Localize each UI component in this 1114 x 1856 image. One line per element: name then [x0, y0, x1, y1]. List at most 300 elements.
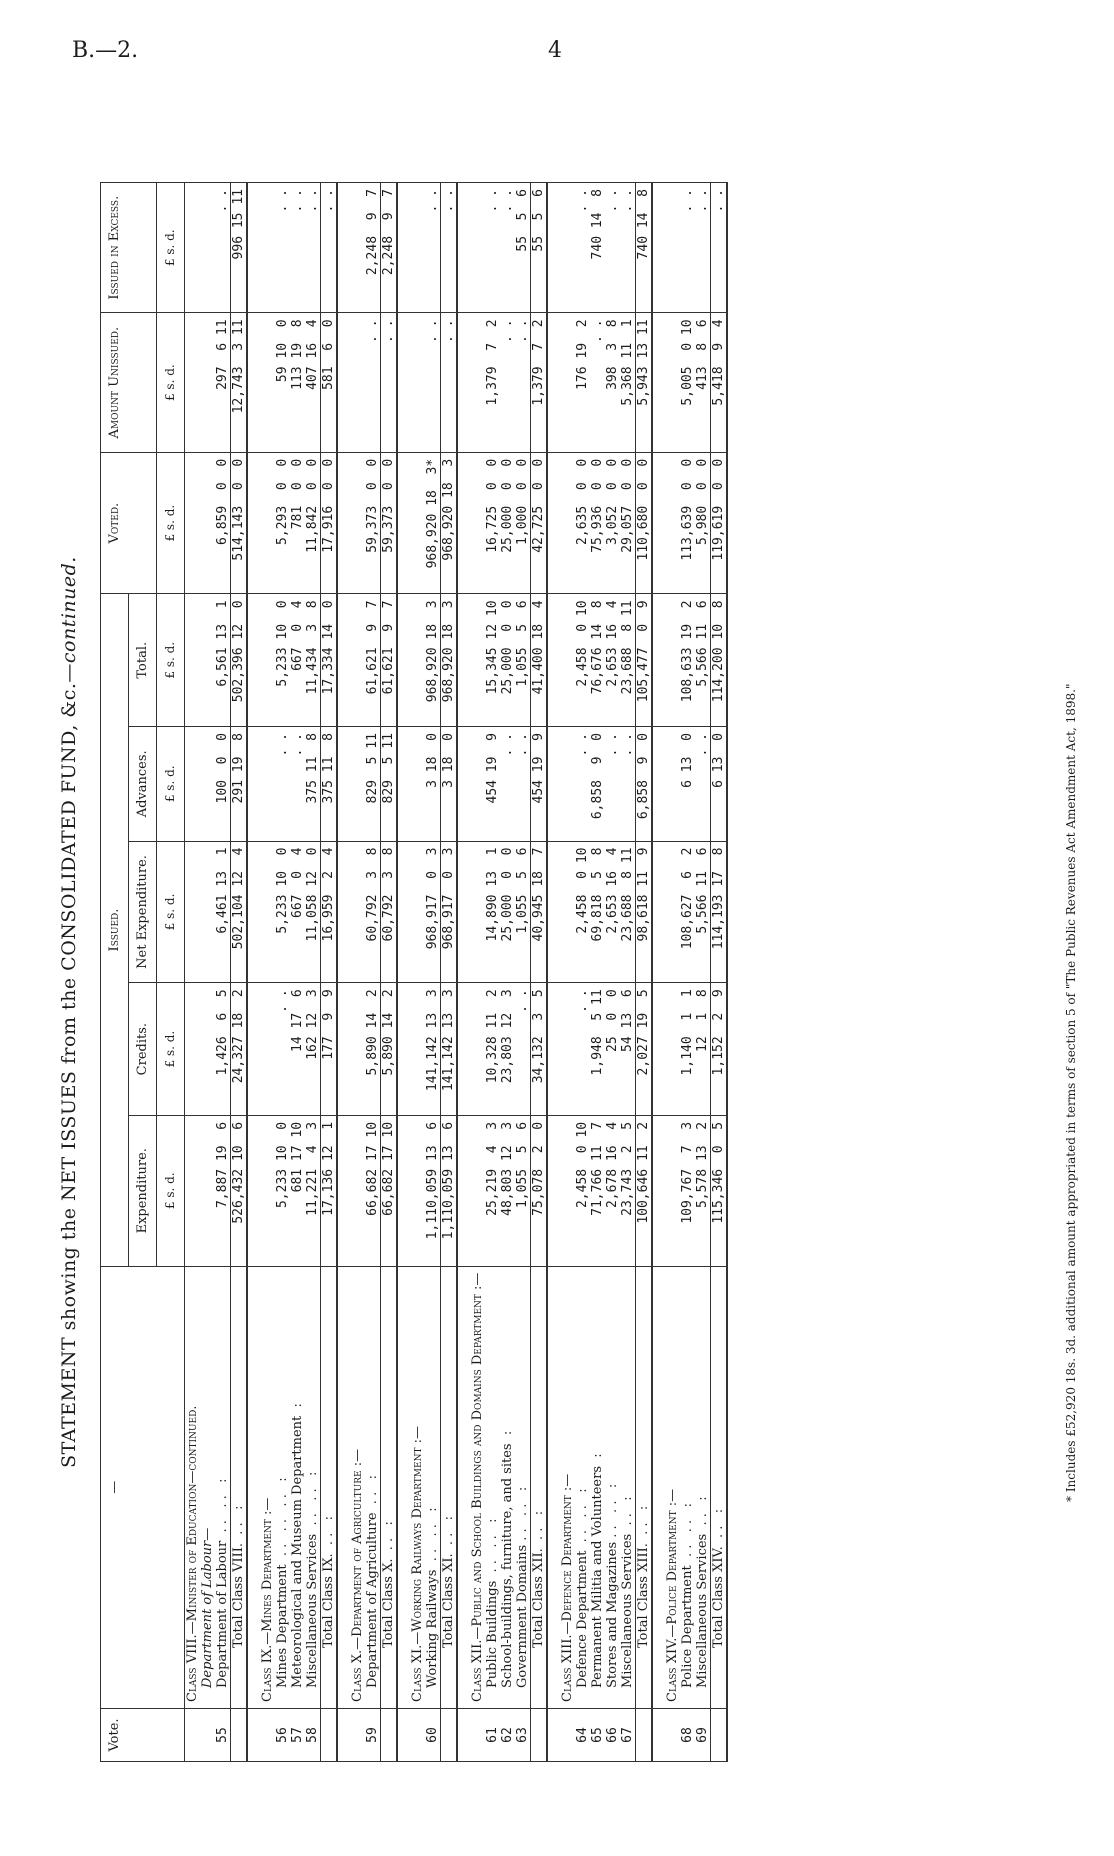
vote-number: 58: [305, 1709, 321, 1762]
issued-in-excess-cell: [185, 183, 201, 313]
advances-cell: [350, 727, 365, 841]
issued-in-excess-cell: . .: [305, 183, 321, 313]
row-description: Class X.—Department of Agriculture :—: [350, 1266, 365, 1708]
row-description: Department of Agriculture . . :: [365, 1266, 381, 1708]
issued-in-excess-cell: . .: [620, 183, 636, 313]
row-description: Department of Labour—: [200, 1266, 215, 1708]
issued-in-excess-cell: [665, 183, 680, 313]
advances-cell: 6,858 9 0: [590, 727, 605, 841]
issued-in-excess-cell: 2,248 9 7: [381, 183, 398, 313]
net-expenditure-cell: 60,792 3 8: [365, 841, 381, 983]
vote-number: [321, 1709, 338, 1762]
total-cell: [200, 594, 215, 727]
total-cell: 11,434 3 8: [305, 594, 321, 727]
spacer-row: [247, 183, 260, 1762]
issued-in-excess-cell: . .: [695, 183, 711, 313]
voted-cell: [560, 452, 575, 594]
credits-cell: 34,132 3 5: [531, 983, 548, 1116]
table-row: [620, 183, 636, 1762]
vote-number: 60: [425, 1709, 441, 1762]
table-row: [695, 183, 711, 1762]
amount-unissued-cell: [560, 313, 575, 452]
amount-unissued-cell: 5,418 9 4: [711, 313, 728, 452]
advances-cell: 375 11 8: [321, 727, 338, 841]
issued-in-excess-cell: . .: [275, 183, 290, 313]
advances-cell: . .: [500, 727, 515, 841]
advances-cell: 3 18 0: [425, 727, 441, 841]
issued-in-excess-cell: 2,248 9 7: [365, 183, 381, 313]
credits-cell: [260, 983, 275, 1116]
amount-unissued-cell: 113 19 8: [290, 313, 305, 452]
issued-in-excess-cell: 740 14 8: [636, 183, 653, 313]
expenditure-cell: [185, 1115, 201, 1266]
net-expenditure-cell: [410, 841, 425, 983]
net-expenditure-cell: [665, 841, 680, 983]
advances-cell: . .: [575, 727, 590, 841]
credits-cell: 5,890 14 2: [365, 983, 381, 1116]
total-row: [636, 183, 653, 1762]
advances-cell: 829 5 11: [381, 727, 398, 841]
voted-cell: 29,057 0 0: [620, 452, 636, 594]
amount-unissued-cell: 12,743 3 11: [231, 313, 248, 452]
amount-unissued-cell: [665, 313, 680, 452]
net-expenditure-cell: [200, 841, 215, 983]
vote-number: [231, 1709, 248, 1762]
credits-cell: 1,426 6 5: [215, 983, 231, 1116]
total-cell: 6,561 13 1: [215, 594, 231, 727]
total-cell: [410, 594, 425, 727]
total-cell: 968,920 18 3: [441, 594, 458, 727]
table-row: [275, 183, 290, 1762]
credits-cell: 1,140 1 1: [680, 983, 695, 1116]
statement-title: [58, 262, 80, 1762]
expenditure-cell: 1,110,059 13 6: [441, 1115, 458, 1266]
voted-cell: 5,980 0 0: [695, 452, 711, 594]
credits-cell: 5,890 14 2: [381, 983, 398, 1116]
table-row: [590, 183, 605, 1762]
class-heading-row: [260, 183, 275, 1762]
row-description: Class VIII.—Minister of Education—continued.: [185, 1266, 201, 1708]
amount-unissued-cell: . .: [425, 313, 441, 452]
voted-cell: [410, 452, 425, 594]
credits-cell: 177 9 9: [321, 983, 338, 1116]
total-cell: 2,458 0 10: [575, 594, 590, 727]
credits-cell: [470, 983, 485, 1116]
amount-unissued-cell: [470, 313, 485, 452]
amount-unissued-cell: . .: [590, 313, 605, 452]
credits-cell: 12 1 8: [695, 983, 711, 1116]
vote-number: [441, 1709, 458, 1762]
vote-number: 68: [680, 1709, 695, 1762]
net-expenditure-cell: [260, 841, 275, 983]
vote-number: 59: [365, 1709, 381, 1762]
expenditure-cell: 66,682 17 10: [381, 1115, 398, 1266]
statement-title-text: STATEMENT showing the NET ISSUES from the CONSOLIDATED FUND, &c.—: [58, 663, 80, 1468]
credits-cell: 141,142 13 3: [441, 983, 458, 1116]
credits-cell: 14 17 6: [290, 983, 305, 1116]
class-heading-row: [410, 183, 425, 1762]
credits-cell: [350, 983, 365, 1116]
unit-label: £ s. d.: [157, 183, 185, 313]
advances-cell: [560, 727, 575, 841]
expenditure-cell: 526,432 10 6: [231, 1115, 248, 1266]
amount-unissued-cell: 581 6 0: [321, 313, 338, 452]
amount-unissued-cell: [260, 313, 275, 452]
amount-unissued-cell: [200, 313, 215, 452]
voted-cell: 16,725 0 0: [485, 452, 500, 594]
credits-cell: [200, 983, 215, 1116]
advances-cell: 6,858 9 0: [636, 727, 653, 841]
credits-cell: 1,948 5 11: [590, 983, 605, 1116]
class-heading-row: [470, 183, 485, 1762]
voted-cell: 514,143 0 0: [231, 452, 248, 594]
spacer-row: [457, 183, 470, 1762]
unit-label: £ s. d.: [157, 983, 185, 1116]
vote-header: Vote.: [101, 1709, 185, 1762]
vote-number: 63: [515, 1709, 531, 1762]
issued-in-excess-cell: 996 15 11: [231, 183, 248, 313]
amount-unissued-cell: . .: [381, 313, 398, 452]
expenditure-cell: 5,233 10 0: [275, 1115, 290, 1266]
row-description: Government Domains . . . . :: [515, 1266, 531, 1708]
advances-cell: 3 18 0: [441, 727, 458, 841]
amount-unissued-cell: 413 8 6: [695, 313, 711, 452]
issued-in-excess-cell: . .: [575, 183, 590, 313]
total-cell: 968,920 18 3: [425, 594, 441, 727]
net-expenditure-cell: 2,653 16 4: [605, 841, 620, 983]
amount-unissued-cell: . .: [365, 313, 381, 452]
row-description: Stores and Magazines . . . . :: [605, 1266, 620, 1708]
net-expenditure-cell: 60,792 3 8: [381, 841, 398, 983]
net-expenditure-cell: 25,000 0 0: [500, 841, 515, 983]
advances-cell: . .: [605, 727, 620, 841]
amount-unissued-cell: 5,943 13 11: [636, 313, 653, 452]
table-row: [215, 183, 231, 1762]
advances-cell: 829 5 11: [365, 727, 381, 841]
voted-cell: 5,293 0 0: [275, 452, 290, 594]
credits-cell: 24,327 18 2: [231, 983, 248, 1116]
total-cell: 667 0 4: [290, 594, 305, 727]
voted-cell: 968,920 18 3: [441, 452, 458, 594]
credits-cell: [665, 983, 680, 1116]
issued-in-excess-cell: . .: [680, 183, 695, 313]
voted-cell: 119,619 0 0: [711, 452, 728, 594]
expenditure-cell: 71,766 11 7: [590, 1115, 605, 1266]
total-row: [231, 183, 248, 1762]
net-expenditure-cell: [470, 841, 485, 983]
row-description: Miscellaneous Services . . :: [695, 1266, 711, 1708]
net-expenditure-cell: 968,917 0 3: [441, 841, 458, 983]
credits-cell: 162 12 3: [305, 983, 321, 1116]
expenditure-cell: 5,578 13 2: [695, 1115, 711, 1266]
net-expenditure-cell: 502,104 12 4: [231, 841, 248, 983]
expenditure-cell: 75,078 2 0: [531, 1115, 548, 1266]
voted-cell: 42,725 0 0: [531, 452, 548, 594]
credits-cell: . .: [275, 983, 290, 1116]
net-expenditure-cell: 14,890 13 1: [485, 841, 500, 983]
amount-unissued-cell: [185, 313, 201, 452]
footnote: * Includes £52,920 18s. 3d. additional amount appropriated in terms of section 5 of "The Public Revenues Act Amendment Act, 1898.": [1064, 683, 1078, 1502]
total-row: [711, 183, 728, 1762]
table-row: [500, 183, 515, 1762]
advances-cell: [410, 727, 425, 841]
spacer-row: [397, 183, 410, 1762]
expenditure-cell: 23,743 2 5: [620, 1115, 636, 1266]
total-cell: 61,621 9 7: [365, 594, 381, 727]
net-issues-table: [100, 182, 728, 1762]
credits-cell: 1,152 2 9: [711, 983, 728, 1116]
unit-label: £ s. d.: [157, 1115, 185, 1266]
table-row: [680, 183, 695, 1762]
vote-number: 69: [695, 1709, 711, 1762]
advances-cell: 6 13 0: [711, 727, 728, 841]
amount-unissued-cell: 5,368 11 1: [620, 313, 636, 452]
credits-cell: 141,142 13 3: [425, 983, 441, 1116]
issued-in-excess-cell: [260, 183, 275, 313]
advances-cell: . .: [620, 727, 636, 841]
vote-number: [665, 1709, 680, 1762]
amount-unissued-header: Amount Unissued.: [101, 313, 157, 452]
row-description: Total Class IX. . . :: [321, 1266, 338, 1708]
advances-cell: 291 19 8: [231, 727, 248, 841]
unit-label: £ s. d.: [157, 594, 185, 727]
vote-number: 56: [275, 1709, 290, 1762]
table-row: [575, 183, 590, 1762]
total-cell: 105,477 0 9: [636, 594, 653, 727]
total-cell: 5,233 10 0: [275, 594, 290, 727]
table-row: [365, 183, 381, 1762]
row-description: Total Class XIII. . . :: [636, 1266, 653, 1708]
amount-unissued-cell: 176 19 2: [575, 313, 590, 452]
row-description: Department of Labour . . . . :: [215, 1266, 231, 1708]
table-row: [515, 183, 531, 1762]
total-cell: 41,400 18 4: [531, 594, 548, 727]
voted-cell: 781 0 0: [290, 452, 305, 594]
vote-number: [260, 1709, 275, 1762]
row-description: Meteorological and Museum Department :: [290, 1266, 305, 1708]
credits-header: Credits.: [129, 983, 157, 1116]
amount-unissued-cell: . .: [441, 313, 458, 452]
voted-cell: [260, 452, 275, 594]
expenditure-cell: [665, 1115, 680, 1266]
amount-unissued-cell: 407 16 4: [305, 313, 321, 452]
row-description: Working Railways . . . . :: [425, 1266, 441, 1708]
net-expenditure-cell: 40,945 18 7: [531, 841, 548, 983]
issued-in-excess-cell: . .: [290, 183, 305, 313]
spacer-row: [652, 183, 665, 1762]
voted-cell: 968,920 18 3*: [425, 452, 441, 594]
spacer-row: [547, 183, 560, 1762]
amount-unissued-cell: 398 3 8: [605, 313, 620, 452]
page-number: 4: [548, 38, 562, 63]
vote-number: 55: [215, 1709, 231, 1762]
net-expenditure-cell: 6,461 13 1: [215, 841, 231, 983]
row-description: Total Class XI. . . :: [441, 1266, 458, 1708]
credits-cell: 23,803 12 3: [500, 983, 515, 1116]
total-cell: [185, 594, 201, 727]
table-body: [185, 183, 728, 1762]
expenditure-cell: 2,458 0 10: [575, 1115, 590, 1266]
advances-cell: . .: [695, 727, 711, 841]
vote-number: [410, 1709, 425, 1762]
net-expenditure-cell: 1,055 5 6: [515, 841, 531, 983]
total-row: [441, 183, 458, 1762]
total-cell: 5,566 11 6: [695, 594, 711, 727]
expenditure-cell: 1,055 5 6: [515, 1115, 531, 1266]
unit-label: £ s. d.: [157, 313, 185, 452]
row-description: Permanent Militia and Volunteers :: [590, 1266, 605, 1708]
total-row: [381, 183, 398, 1762]
total-cell: 23,688 8 11: [620, 594, 636, 727]
issued-in-excess-cell: 55 5 6: [531, 183, 548, 313]
unit-label: £ s. d.: [157, 727, 185, 841]
vote-number: 57: [290, 1709, 305, 1762]
total-cell: [470, 594, 485, 727]
expenditure-cell: 11,221 4 3: [305, 1115, 321, 1266]
total-cell: 61,621 9 7: [381, 594, 398, 727]
row-description: Police Department . . . . :: [680, 1266, 695, 1708]
expenditure-cell: [560, 1115, 575, 1266]
credits-cell: [560, 983, 575, 1116]
class-heading-row: [200, 183, 215, 1762]
advances-cell: . .: [515, 727, 531, 841]
table-row: [485, 183, 500, 1762]
table-row: [605, 183, 620, 1762]
row-description: Class XI.—Working Railways Department :—: [410, 1266, 425, 1708]
advances-cell: [185, 727, 201, 841]
total-row: [321, 183, 338, 1762]
issued-in-excess-cell: 740 14 8: [590, 183, 605, 313]
vote-number: [381, 1709, 398, 1762]
expenditure-cell: 109,767 7 3: [680, 1115, 695, 1266]
voted-cell: 11,842 0 0: [305, 452, 321, 594]
voted-cell: 59,373 0 0: [381, 452, 398, 594]
credits-cell: 10,328 11 2: [485, 983, 500, 1116]
table-row: [425, 183, 441, 1762]
advances-cell: 100 0 0: [215, 727, 231, 841]
vote-number: [350, 1709, 365, 1762]
vote-number: 67: [620, 1709, 636, 1762]
table-row: [305, 183, 321, 1762]
row-description: Total Class XII. . . :: [531, 1266, 548, 1708]
advances-cell: [260, 727, 275, 841]
row-description: School-buildings, furniture, and sites :: [500, 1266, 515, 1708]
total-row: [531, 183, 548, 1762]
expenditure-cell: 1,110,059 13 6: [425, 1115, 441, 1266]
voted-cell: 3,052 0 0: [605, 452, 620, 594]
issued-in-excess-cell: . .: [711, 183, 728, 313]
vote-number: 64: [575, 1709, 590, 1762]
voted-cell: 25,000 0 0: [500, 452, 515, 594]
advances-cell: . .: [275, 727, 290, 841]
expenditure-cell: [350, 1115, 365, 1266]
issued-in-excess-header: Issued in Excess.: [101, 183, 157, 313]
voted-cell: 6,859 0 0: [215, 452, 231, 594]
expenditure-cell: 66,682 17 10: [365, 1115, 381, 1266]
voted-header: Voted.: [101, 452, 157, 594]
net-expenditure-cell: 5,566 11 6: [695, 841, 711, 983]
net-expenditure-cell: 69,818 5 8: [590, 841, 605, 983]
total-cell: 15,345 12 10: [485, 594, 500, 727]
unit-label: £ s. d.: [157, 452, 185, 594]
row-description: Class XIV.—Police Department :—: [665, 1266, 680, 1708]
net-expenditure-cell: [350, 841, 365, 983]
row-description: Total Class XIV. . . :: [711, 1266, 728, 1708]
advances-cell: 375 11 8: [305, 727, 321, 841]
amount-unissued-cell: . .: [500, 313, 515, 452]
net-expenditure-cell: 23,688 8 11: [620, 841, 636, 983]
credits-cell: [410, 983, 425, 1116]
class-heading-row: [350, 183, 365, 1762]
credits-cell: . .: [575, 983, 590, 1116]
vote-number: [185, 1709, 201, 1762]
total-cell: 502,396 12 0: [231, 594, 248, 727]
issued-in-excess-cell: . .: [425, 183, 441, 313]
issued-in-excess-cell: . .: [485, 183, 500, 313]
description-header: —: [101, 1266, 185, 1708]
net-expenditure-cell: 5,233 10 0: [275, 841, 290, 983]
expenditure-cell: [260, 1115, 275, 1266]
voted-cell: [470, 452, 485, 594]
vote-number: [711, 1709, 728, 1762]
expenditure-cell: 25,219 4 3: [485, 1115, 500, 1266]
expenditure-cell: 17,136 12 1: [321, 1115, 338, 1266]
class-heading-row: [560, 183, 575, 1762]
issued-in-excess-cell: [200, 183, 215, 313]
amount-unissued-cell: 1,379 7 2: [531, 313, 548, 452]
net-expenditure-header: Net Expenditure.: [129, 841, 157, 983]
issued-header: Issued.: [101, 594, 129, 1266]
credits-cell: . .: [515, 983, 531, 1116]
advances-cell: . .: [290, 727, 305, 841]
row-description: Public Buildings . . . . :: [485, 1266, 500, 1708]
issued-in-excess-cell: . .: [215, 183, 231, 313]
issued-in-excess-cell: . .: [605, 183, 620, 313]
row-description: Total Class X. . . :: [381, 1266, 398, 1708]
issued-in-excess-cell: 55 5 6: [515, 183, 531, 313]
total-cell: 1,055 5 6: [515, 594, 531, 727]
issued-in-excess-cell: [410, 183, 425, 313]
rotated-statement: [52, 22, 1082, 1762]
advances-cell: 6 13 0: [680, 727, 695, 841]
advances-cell: 454 19 9: [531, 727, 548, 841]
unit-label: £ s. d.: [157, 841, 185, 983]
voted-cell: 113,639 0 0: [680, 452, 695, 594]
expenditure-cell: 48,803 12 3: [500, 1115, 515, 1266]
vote-number: [636, 1709, 653, 1762]
voted-cell: 59,373 0 0: [365, 452, 381, 594]
advances-cell: [470, 727, 485, 841]
voted-cell: [185, 452, 201, 594]
voted-cell: [350, 452, 365, 594]
credits-cell: 2,027 19 5: [636, 983, 653, 1116]
vote-number: 65: [590, 1709, 605, 1762]
amount-unissued-cell: 297 6 11: [215, 313, 231, 452]
table-row: [290, 183, 305, 1762]
total-cell: 76,676 14 8: [590, 594, 605, 727]
vote-number: [470, 1709, 485, 1762]
issued-in-excess-cell: [470, 183, 485, 313]
vote-number: [531, 1709, 548, 1762]
vote-number: 62: [500, 1709, 515, 1762]
voted-cell: 2,635 0 0: [575, 452, 590, 594]
row-description: Class IX.—Mines Department :—: [260, 1266, 275, 1708]
credits-cell: [185, 983, 201, 1116]
advances-cell: [200, 727, 215, 841]
issued-in-excess-cell: [350, 183, 365, 313]
amount-unissued-cell: [410, 313, 425, 452]
issued-in-excess-cell: . .: [321, 183, 338, 313]
